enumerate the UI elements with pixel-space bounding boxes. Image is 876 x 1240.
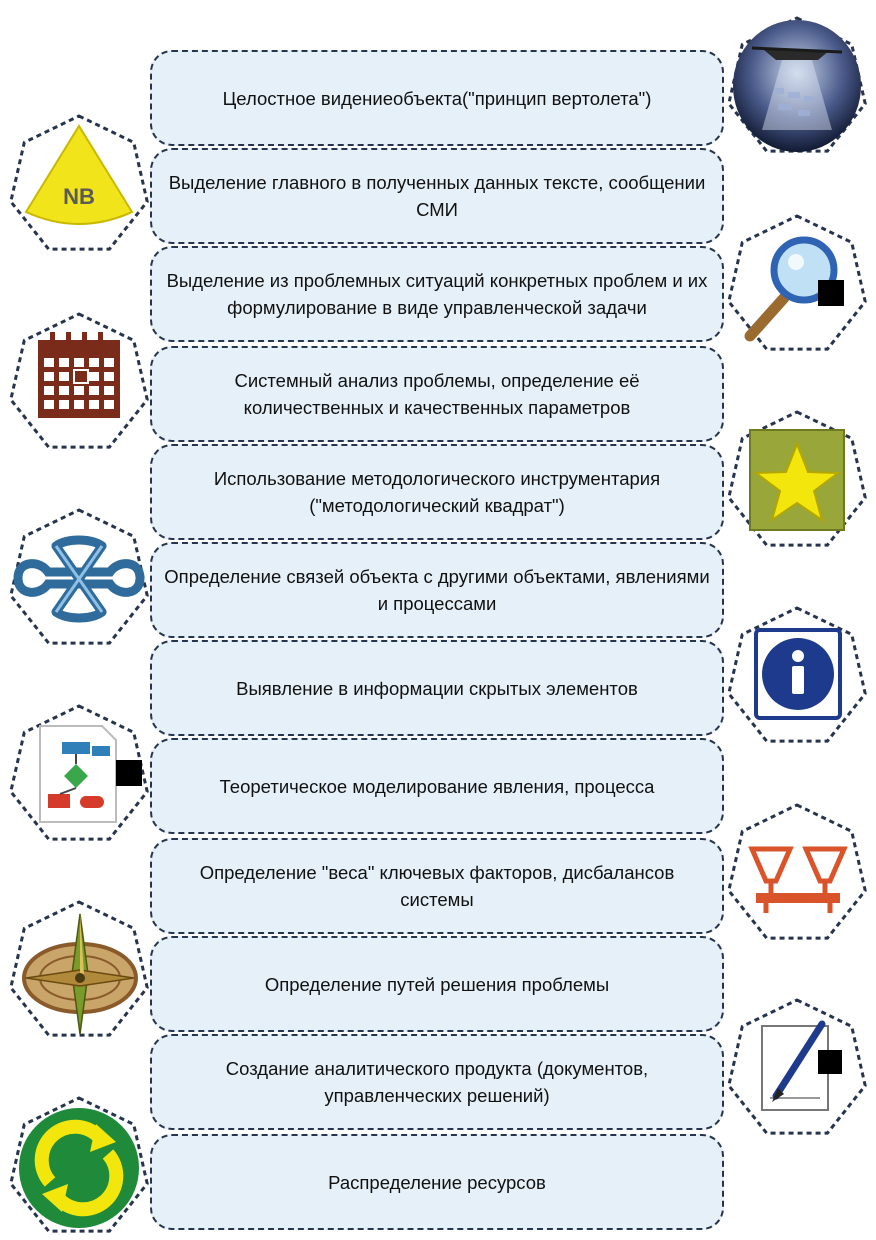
recycle-icon [4,1090,154,1240]
step-text: Использование методологического инструментария ("методологический квадрат") [213,468,661,516]
step-box-8 [150,738,724,834]
magnifier-icon [722,208,872,358]
scales-icon [722,797,872,947]
step-text: Выделение из проблемных ситуаций конкретных проблем и их формулирование в виде управленческой задачи [166,270,708,318]
step-text: Теоретическое моделирование явления, процесса [219,775,655,797]
step-text: Системный анализ проблемы, определение её количественных и качественных параметров [234,370,640,418]
step-box-2 [150,148,724,244]
step-text: Выделение главного в полученных данных тексте, сообщении СМИ [168,172,706,220]
step-text: Определение "веса" ключевых факторов, дисбалансов системы [199,862,675,910]
step-box-3 [150,246,724,342]
knot-icon [4,502,154,652]
compass-icon [4,894,154,1044]
step-text: Создание аналитического продукта (документов, управленческих решений) [225,1058,649,1106]
step-box-6 [150,542,724,638]
info-icon [722,600,872,750]
document-pen-icon [722,992,872,1142]
step-box-10 [150,936,724,1032]
flowchart-icon [4,698,154,848]
step-text: Распределение ресурсов [328,1171,546,1193]
svg-text:NB: NB [63,184,95,209]
step-text: Выявление в информации скрытых элементов [236,677,638,699]
step-box-11 [150,1034,724,1130]
calendar-icon [4,306,154,456]
step-box-9 [150,838,724,934]
step-text: Целостное видениеобъекта("принцип вертолета") [222,87,652,109]
step-box-12 [150,1134,724,1230]
star-icon [722,404,872,554]
step-box-7 [150,640,724,736]
helicopter-view-icon [722,10,872,160]
step-box-5 [150,444,724,540]
step-box-4 [150,346,724,442]
nb-cone-icon [4,108,154,258]
step-text: Определение связей объекта с другими объектами, явлениями и процессами [164,566,710,614]
step-box-1 [150,50,724,146]
step-text: Определение путей решения проблемы [264,973,610,995]
